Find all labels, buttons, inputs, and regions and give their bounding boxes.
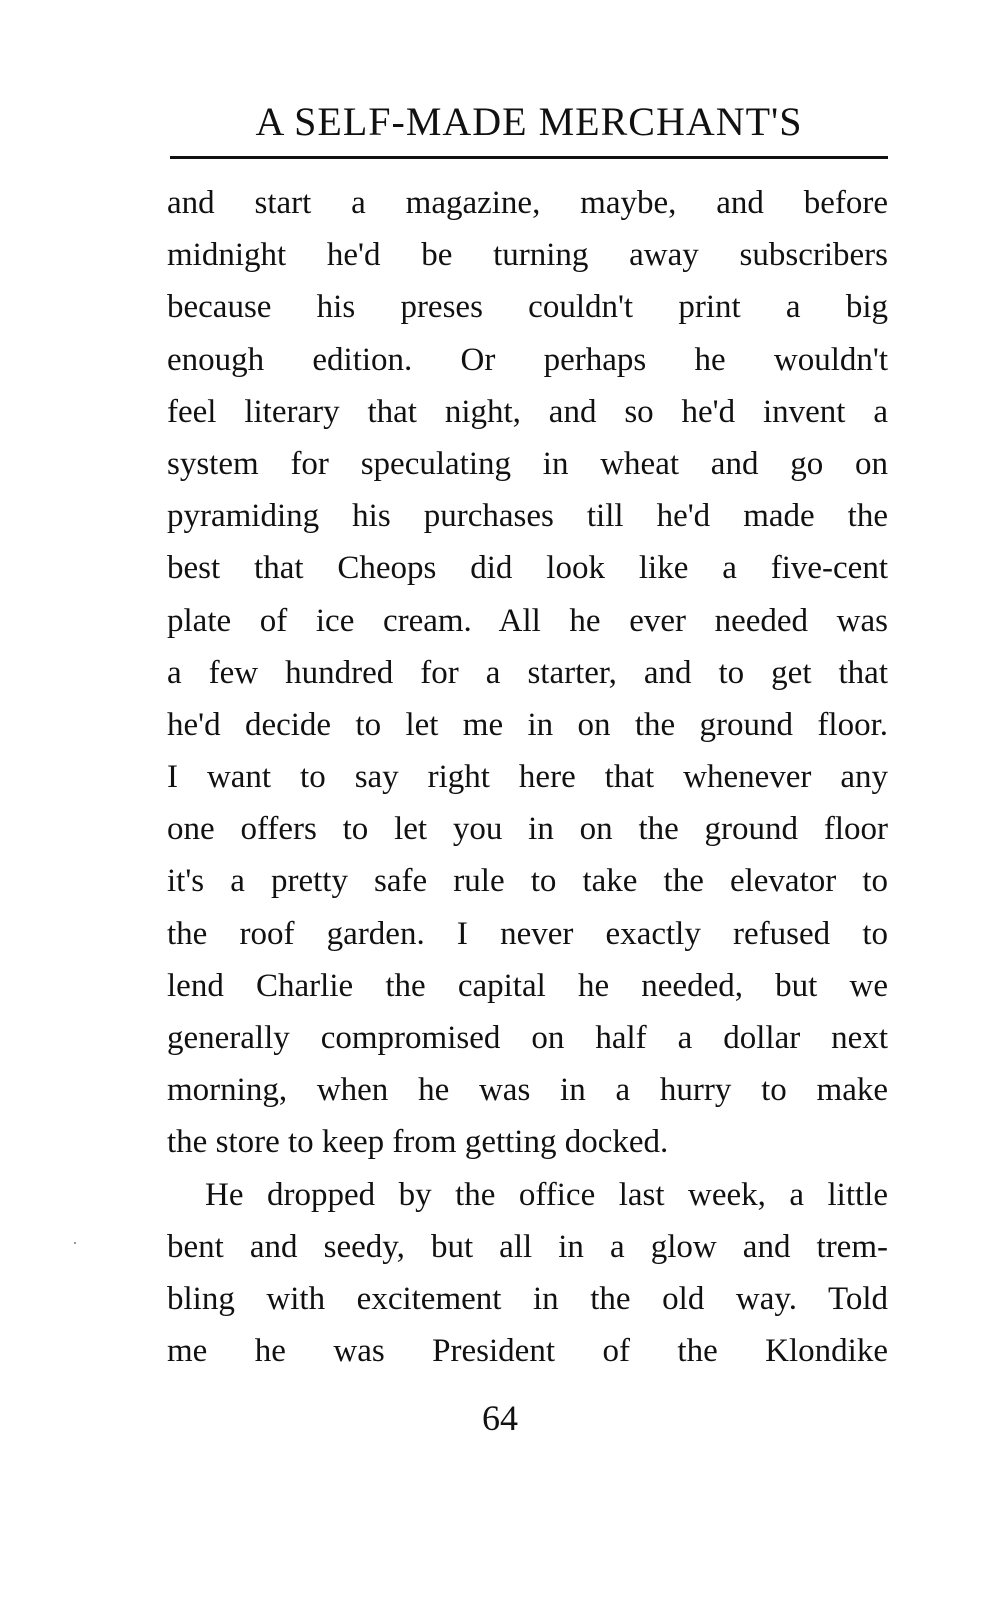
header-rule: [170, 156, 888, 159]
text-line: best that Cheops did look like a five-cent: [167, 550, 888, 587]
page-number: 64: [482, 1398, 518, 1438]
body-text: [167, 177, 888, 1377]
text-line: enough edition. Or perhaps he wouldn't: [167, 341, 888, 378]
text-line: feel literary that night, and so he'd invent a: [167, 393, 888, 430]
text-line: plate of ice cream. All he ever needed was: [167, 602, 888, 639]
scan-speck: [74, 1242, 76, 1244]
text-line: generally compromised on half a dollar next: [167, 1020, 888, 1056]
text-line: pyramiding his purchases till he'd made the: [167, 498, 888, 535]
running-head: A SELF-MADE MERCHANT'S: [255, 99, 803, 144]
text-line: and start a magazine, maybe, and before: [167, 185, 888, 221]
text-line: he'd decide to let me in on the ground floor.: [167, 706, 888, 743]
text-line: bent and seedy, but all in a glow and trem-: [167, 1228, 888, 1265]
paragraph-2: [167, 1169, 888, 1378]
text-line: He dropped by the office last week, a little: [205, 1176, 888, 1213]
text-line: bling with excitement in the old way. Told: [167, 1280, 888, 1317]
paragraph-1: [167, 177, 888, 1169]
text-line: me he was President of the Klondike: [167, 1333, 888, 1370]
text-line: one offers to let you in on the ground floor: [167, 811, 888, 848]
text-line: system for speculating in wheat and go on: [167, 445, 888, 482]
text-line: the store to keep from getting docked.: [167, 1124, 669, 1161]
text-line: it's a pretty safe rule to take the elevator to: [167, 863, 888, 900]
text-line: I want to say right here that whenever any: [167, 759, 888, 796]
text-line: midnight he'd be turning away subscribers: [167, 237, 888, 274]
text-line: a few hundred for a starter, and to get that: [167, 654, 888, 691]
text-line: lend Charlie the capital he needed, but we: [167, 967, 888, 1004]
text-line: morning, when he was in a hurry to make: [167, 1072, 888, 1109]
text-line: because his preses couldn't print a big: [167, 289, 888, 326]
text-line: the roof garden. I never exactly refused to: [167, 915, 888, 952]
